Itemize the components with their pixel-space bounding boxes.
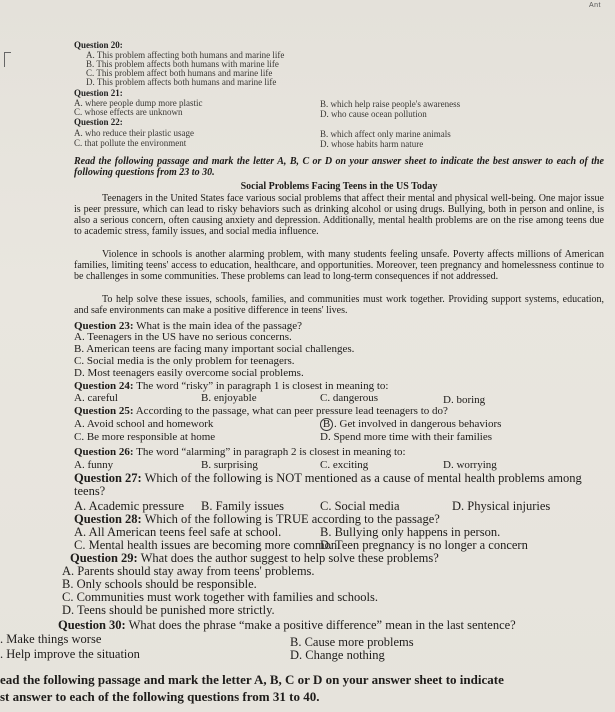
q27-stem-continued: teens? bbox=[74, 484, 106, 498]
q22-option-d[interactable]: D. whose habits harm nature bbox=[320, 139, 424, 149]
q29-option-c[interactable]: C. Communities must work together with families and schools. bbox=[62, 590, 378, 604]
q27-option-a[interactable]: A. Academic pressure bbox=[74, 499, 185, 513]
q29-option-b[interactable]: B. Only schools should be responsible. bbox=[62, 577, 257, 591]
q23-option-b[interactable]: B. American teens are facing many important social challenges. bbox=[74, 343, 355, 355]
q22-option-b[interactable]: B. which affect only marine animals bbox=[320, 129, 451, 139]
q20-option-d[interactable]: D. This problem affects both humans and marine life bbox=[86, 77, 277, 87]
passage-paragraph-3: To help solve these issues, schools, families, and communities must work together. Providing support systems, education, and safe environments can make a positive difference in teens' lives. bbox=[74, 294, 604, 316]
q26-option-d[interactable]: D. worrying bbox=[443, 459, 497, 471]
q27-option-d[interactable]: D. Physical injuries bbox=[452, 499, 551, 513]
passage-paragraph-2: Violence in schools is another alarming problem, with many students feeling unsafe. Poverty affects millions of American families, limiting teens' access to education, healthcare, and opportunities. Moreover, teen pregnancy and homelessness continue to be challenges in some communities. These problems can lead to long-term consequences if not addressed. bbox=[74, 249, 604, 282]
q30-option-c[interactable]: . Help improve the situation bbox=[0, 647, 140, 661]
q28-option-a[interactable]: A. All American teens feel safe at school. bbox=[74, 525, 282, 539]
q27-option-b[interactable]: B. Family issues bbox=[201, 499, 284, 513]
instructions-31-40-line-2: st answer to each of the following questions from 31 to 40. bbox=[0, 689, 320, 704]
q24-label: Question 24: bbox=[74, 380, 134, 392]
q21-option-d[interactable]: D. who cause ocean pollution bbox=[320, 109, 427, 119]
q22-option-c[interactable]: C. that pollute the environment bbox=[74, 138, 187, 148]
q25-stem bbox=[74, 405, 448, 417]
q28-option-c[interactable]: C. Mental health issues are becoming more common. bbox=[74, 538, 341, 552]
q20-option-c[interactable]: C. This problem affect both humans and marine life bbox=[86, 68, 273, 78]
q25-option-b[interactable] bbox=[320, 418, 501, 431]
corner-mark: Ant bbox=[588, 2, 601, 9]
q26-label: Question 26: bbox=[74, 446, 134, 458]
q23-option-c[interactable]: C. Social media is the only problem for teenagers. bbox=[74, 355, 295, 367]
q21-option-c[interactable]: C. whose effects are unknown bbox=[74, 107, 183, 117]
q25-b-circled-letter: B bbox=[320, 418, 333, 431]
q25-option-d[interactable]: D. Spend more time with their families bbox=[320, 431, 492, 443]
q23-label: Question 23: bbox=[74, 320, 134, 332]
q30-option-b[interactable]: B. Cause more problems bbox=[290, 635, 414, 649]
q22-option-a[interactable]: A. who reduce their plastic usage bbox=[74, 128, 194, 138]
q27-option-c[interactable]: C. Social media bbox=[320, 499, 400, 513]
q28-option-d[interactable]: D. Teen pregnancy is no longer a concern bbox=[320, 538, 528, 552]
q28-stem-text: Which of the following is TRUE according to the passage? bbox=[141, 512, 440, 526]
q28-label: Question 28: bbox=[74, 512, 142, 526]
q21-title: Question 21: bbox=[74, 88, 123, 98]
q20-title: Question 20: bbox=[74, 40, 123, 50]
q26-stem bbox=[74, 446, 406, 458]
instructions-23-30: Read the following passage and mark the letter A, B, C or D on your answer sheet to indicate the best answer to each of the following questions from 23 to 30. bbox=[74, 156, 604, 178]
q23-option-d[interactable]: D. Most teenagers easily overcome social problems. bbox=[74, 367, 304, 379]
q24-stem bbox=[74, 380, 388, 392]
q20-option-b[interactable]: B. This problem affects both humans with marine life bbox=[86, 59, 279, 69]
passage-title: Social Problems Facing Teens in the US Today bbox=[240, 181, 438, 192]
q21-option-a[interactable]: A. where people dump more plastic bbox=[74, 98, 203, 108]
q26-stem-text: The word “alarming” in paragraph 2 is closest in meaning to: bbox=[133, 446, 406, 458]
q23-stem-text: What is the main idea of the passage? bbox=[133, 320, 302, 332]
margin-bracket-mark bbox=[4, 52, 11, 67]
q26-option-b[interactable]: B. surprising bbox=[201, 459, 258, 471]
q24-stem-text: The word “risky” in paragraph 1 is closest in meaning to: bbox=[133, 380, 389, 392]
q28-stem bbox=[74, 512, 440, 526]
q27-stem-text: Which of the following is NOT mentioned as a cause of mental health problems among bbox=[141, 471, 582, 485]
passage-paragraph-1: Teenagers in the United States face various social problems that affect their mental and physical well-being. One major issue is peer pressure, which can lead to risky behaviors such as drinking alcohol or using drugs. Bullying, both in person and online, is also a serious concern, often causing anxiety and depression. Additionally, mental health problems are on the rise among teens due to academic stress, family issues, and social media influence. bbox=[74, 193, 604, 237]
q29-option-a[interactable]: A. Parents should stay away from teens' problems. bbox=[62, 564, 315, 578]
q25-option-c[interactable]: C. Be more responsible at home bbox=[74, 431, 216, 443]
q28-option-b[interactable]: B. Bullying only happens in person. bbox=[320, 525, 501, 539]
q25-option-b-text: . Get involved in dangerous behaviors bbox=[334, 418, 502, 430]
q22-title: Question 22: bbox=[74, 117, 123, 127]
q25-stem-text: According to the passage, what can peer pressure lead teenagers to do? bbox=[133, 405, 448, 417]
instructions-31-40-line-1: ead the following passage and mark the letter A, B, C or D on your answer sheet to indicate bbox=[0, 672, 504, 687]
q30-option-d[interactable]: D. Change nothing bbox=[290, 648, 385, 662]
q27-label: Question 27: bbox=[74, 471, 142, 485]
q21-option-b[interactable]: B. which help raise people's awareness bbox=[320, 99, 461, 109]
q24-option-b[interactable]: B. enjoyable bbox=[201, 392, 257, 404]
q26-option-c[interactable]: C. exciting bbox=[320, 459, 369, 471]
q30-label: Question 30: bbox=[58, 618, 126, 632]
q20-option-a[interactable]: A. This problem affecting both humans and marine life bbox=[86, 50, 285, 60]
q25-label: Question 25: bbox=[74, 405, 134, 417]
q29-option-d[interactable]: D. Teens should be punished more strictly. bbox=[62, 603, 275, 617]
q30-stem bbox=[58, 618, 516, 632]
q23-option-a[interactable]: A. Teenagers in the US have no serious concerns. bbox=[74, 331, 292, 343]
q25-option-a[interactable]: A. Avoid school and homework bbox=[74, 418, 214, 430]
q24-option-d[interactable]: D. boring bbox=[443, 394, 486, 406]
q26-option-a[interactable]: A. funny bbox=[74, 459, 114, 471]
q24-option-a[interactable]: A. careful bbox=[74, 392, 118, 404]
q24-option-c[interactable]: C. dangerous bbox=[320, 392, 379, 404]
q27-stem bbox=[74, 471, 582, 485]
q29-label: Question 29: bbox=[70, 551, 138, 565]
q29-stem-text: What does the author suggest to help solve these problems? bbox=[137, 551, 439, 565]
q30-option-a[interactable]: . Make things worse bbox=[0, 632, 102, 646]
q29-stem bbox=[70, 551, 439, 565]
q30-stem-text: What does the phrase “make a positive difference” mean in the last sentence? bbox=[125, 618, 516, 632]
